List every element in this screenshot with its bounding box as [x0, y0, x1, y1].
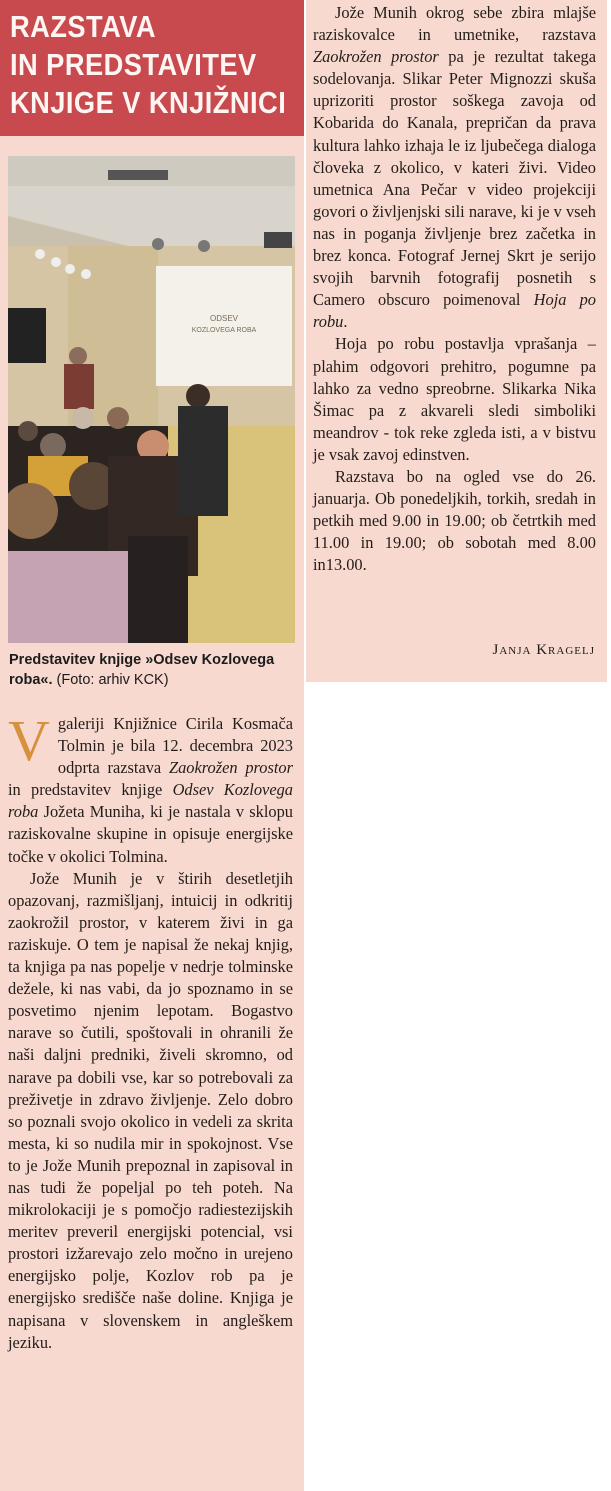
author-byline: Janja Kragelj — [492, 642, 595, 658]
exhibition-title-2: Zaokrožen prostor — [313, 47, 439, 67]
article-headline — [0, 0, 304, 136]
article-paragraph-4: Hoja po robu postavlja vprašanja – plahim odgovori prehitro, pogumne pa lahko za vedno spreobrne. Slikarka Nika Šimac pa z akvareli sledi simboliki meandrov - tok reke zgleda isti, a v bistvu je vsak zavoj edinstven. — [313, 334, 596, 464]
p3-text-b: pa je rezultat takega sodelovanja. Slikar Peter Mignozzi skuša uprizoriti prostor soškega zavoja od Kobarida do Kanala, prepričan da prava kultura lahko izhaja le iz ljubečega dialoga človeka z okolico, v kateri živi. Video umetnica Ana Pečar v video projekciji govori o življenjski sili narave, ki je v vseh nas in poganja življenje brez začetka in brez konca. Fotograf Jernej Skrt je serijo svojih barvnih fotografij posnetih s Camero obscuro poimenoval — [313, 47, 596, 310]
drop-cap: V — [8, 708, 50, 773]
article-body-left — [8, 708, 293, 1354]
exhibition-title: Zaokrožen prostor — [168, 758, 293, 778]
event-photo — [8, 156, 295, 643]
photo-caption — [9, 650, 299, 690]
p1-text-b: in predstavitev knjige — [8, 780, 173, 800]
screen-text-1: ODSEV — [209, 314, 239, 323]
article-paragraph-2: Jože Munih je v štirih desetletjih opazovanj, razmišljanj, intuicij in odkritij zaokrožil prostor, v katerem živi in ga raziskuje. O tem je napisal že nekaj knjig, ta knjiga pa nas popelje v nedrje tolminske dežele, ki nas vabi, da jo spoznamo in se posvetimo njenim lepotam. Bogastvo narave so čutili, spoštovali in ohranili že naši daljni predniki, živeli skromno, od narave pa dobili vse, kar so potrebovali za preživetje in zdravo življenje. Zelo dobro so poznali svojo okolico in vedeli za skrita mesta, ki so nudila mir in spokojnost. Vse to je Jože Munih prepoznal in zapisoval in nas tudi že popeljal po teh poteh. Na mikrolokaciji je s pomočjo radiestezijskih meritev preveril energijski potencial, vsi prostori izžarevajo zelo močno in urejeno energijsko polje, Kozlov rob pa je energijsko središče naše doline. Knjiga je napisana v slovenskem in angleškem jeziku. — [8, 868, 293, 1352]
p3-text-c: . — [343, 312, 348, 332]
p3-text-a: Jože Munih okrog sebe zbira mlajše raziskovalce in umetnike, razstava — [313, 3, 596, 45]
article-body-right — [313, 2, 596, 576]
book-title: Odsev Kozlovega roba — [8, 780, 293, 822]
headline-line-3: KNJIGE V KNJIŽNICI — [10, 85, 287, 120]
article-paragraph-5: Razstava bo na ogled vse do 26. januarja. Ob ponedeljkih, torkih, sredah in petkih med 9.00 in 19.00; ob četrtkih med 11.00 in 19.00; ob sobotah med 8.00 in13.00. — [313, 466, 596, 575]
headline-line-1: RAZSTAVA — [10, 9, 156, 44]
screen-text-2: KOZLOVEGA ROBA — [191, 327, 257, 334]
p1-text-c: Jožeta Muniha, ki je nastala v sklopu raziskovalne skupine in opisuje energijske točke v okolici Tolmina. — [8, 802, 293, 866]
caption-credit: (Foto: arhiv KCK) — [52, 672, 169, 688]
article-paragraph-3 — [313, 2, 596, 333]
article-paragraph-1 — [8, 708, 293, 868]
caption-title: Predstavitev knjige »Odsev Kozlovega roba«. — [9, 652, 275, 688]
photo-series-title: Hoja po robu — [313, 290, 596, 332]
headline-line-2: IN PREDSTAVITEV — [10, 47, 257, 82]
p1-text-a: galeriji Knjižnice Cirila Kosmača Tolmin je bila 12. decembra 2023 odprta razstava — [57, 714, 293, 778]
